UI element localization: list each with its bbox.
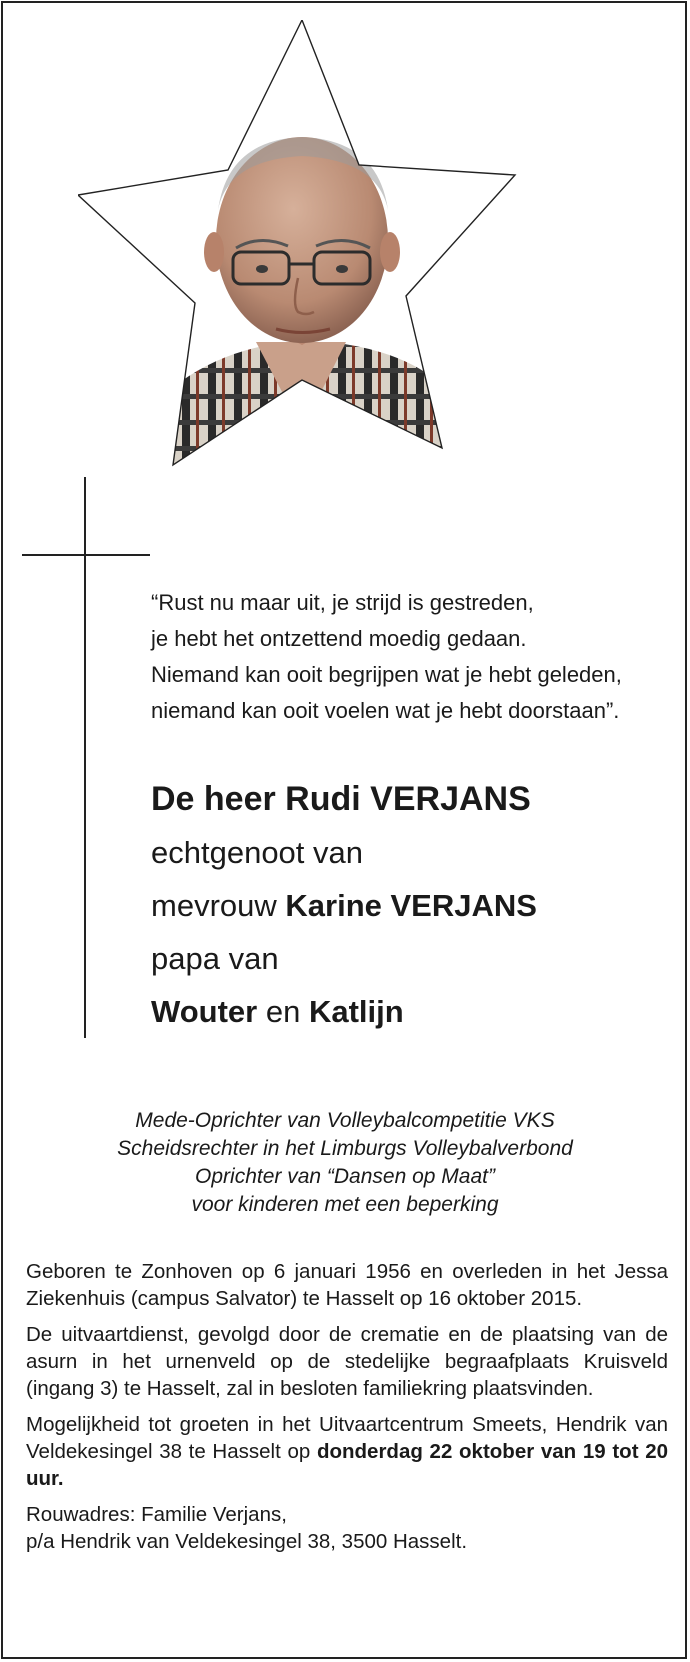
star-portrait bbox=[78, 20, 548, 490]
deceased-name-block bbox=[151, 773, 671, 1038]
address-line: p/a Hendrik van Veldekesingel 38, 3500 Hasselt. bbox=[26, 1530, 468, 1553]
role-line: Scheidsrechter in het Limburgs Volleybalverbond bbox=[117, 1137, 573, 1160]
birth-death-paragraph: Geboren te Zonhoven op 6 januari 1956 en overleden in het Jessa Ziekenhuis (campus Salvator) te Hasselt op 16 oktober 2015. bbox=[26, 1260, 668, 1310]
poem-line: je hebt het ontzettend moedig gedaan. bbox=[151, 626, 527, 651]
spouse-prefix: mevrouw bbox=[151, 888, 277, 923]
greeting-paragraph bbox=[26, 1411, 668, 1492]
role-line: Mede-Oprichter van Volleybalcompetitie VKS bbox=[135, 1109, 555, 1132]
funeral-paragraph: De uitvaartdienst, gevolgd door de crematie en de plaatsing van de asurn in het urnenveld op de stedelijke begraafplaats Kruisveld (ingang 3) te Hasselt, zal in besloten familiekring plaatsvinden. bbox=[26, 1323, 668, 1400]
mourning-address bbox=[26, 1501, 668, 1555]
poem-line: “Rust nu maar uit, je strijd is gestreden, bbox=[151, 590, 534, 615]
children-relation: papa van bbox=[151, 941, 279, 976]
poem-line: niemand kan ooit voelen wat je hebt doorstaan”. bbox=[151, 698, 620, 723]
greeting-text: Mogelijkheid tot groeten in het Uitvaartcentrum Smeets, Hendrik van Veldekesingel 38 te Hasselt op bbox=[26, 1413, 668, 1463]
memorial-poem bbox=[151, 585, 671, 729]
roles-list bbox=[40, 1107, 650, 1219]
spouse-name: Karine VERJANS bbox=[285, 888, 537, 923]
poem-line: Niemand kan ooit begrijpen wat je hebt geleden, bbox=[151, 662, 622, 687]
cross-vertical-bar bbox=[84, 477, 86, 1038]
greeting-time: donderdag 22 oktober van 19 tot 20 uur. bbox=[26, 1440, 669, 1490]
role-line: Oprichter van “Dansen op Maat” bbox=[195, 1165, 495, 1188]
conjunction: en bbox=[265, 994, 301, 1029]
children-line bbox=[151, 985, 671, 1038]
cross-horizontal-bar bbox=[22, 554, 150, 556]
child-name: Wouter bbox=[151, 994, 258, 1029]
role-line: voor kinderen met een beperking bbox=[191, 1193, 499, 1216]
spouse-line bbox=[151, 879, 671, 932]
address-line: Rouwadres: Familie Verjans, bbox=[26, 1503, 287, 1526]
child-name: Katlijn bbox=[308, 994, 404, 1029]
spouse-relation: echtgenoot van bbox=[151, 835, 364, 870]
deceased-name: De heer Rudi VERJANS bbox=[151, 780, 531, 818]
announcement-details bbox=[26, 1258, 668, 1564]
portrait-photo bbox=[78, 20, 548, 490]
